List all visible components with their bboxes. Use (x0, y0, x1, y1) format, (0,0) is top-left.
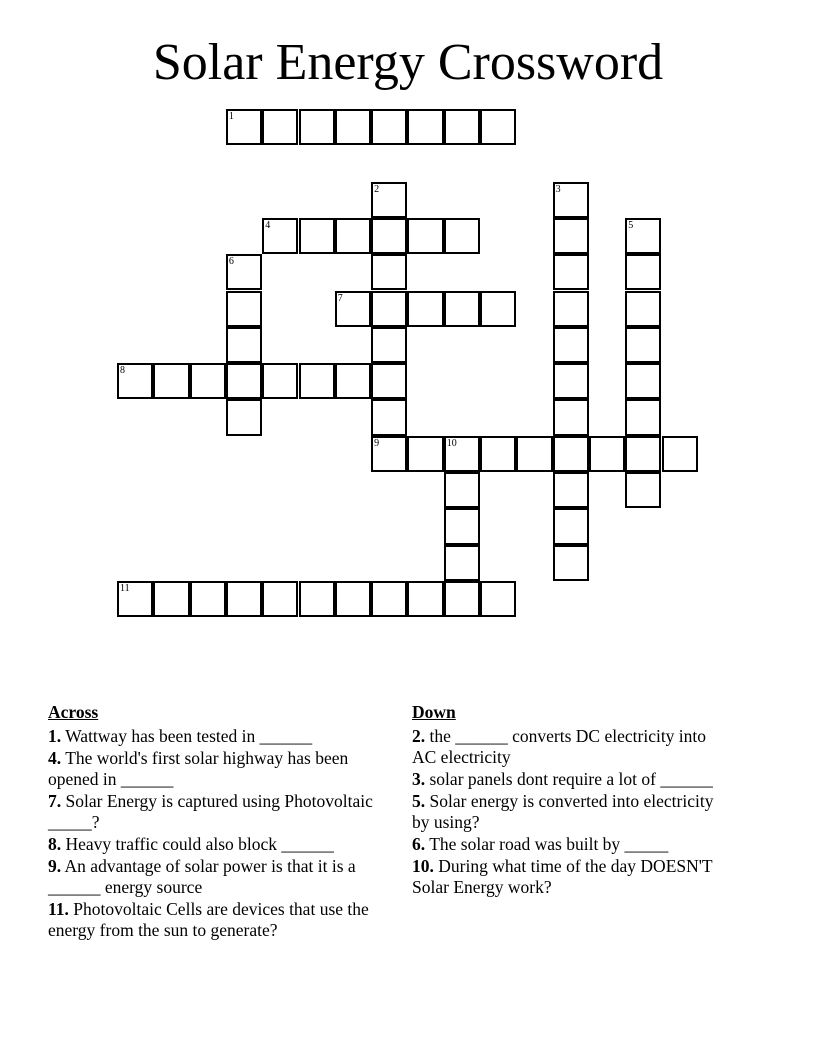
crossword-cell[interactable] (299, 109, 335, 145)
clue-number: 4. (48, 748, 62, 768)
clue-text: Heavy traffic could also block ______ (65, 834, 334, 854)
crossword-cell[interactable] (226, 581, 262, 617)
crossword-cell[interactable] (662, 436, 698, 472)
crossword-cell[interactable] (444, 436, 480, 472)
clue-across-7 (48, 791, 388, 833)
crossword-cell[interactable] (625, 472, 661, 508)
crossword-cell[interactable] (625, 254, 661, 290)
crossword-cell[interactable] (553, 327, 589, 363)
crossword-cell[interactable] (335, 581, 371, 617)
crossword-cell[interactable] (625, 327, 661, 363)
crossword-cell[interactable] (553, 218, 589, 254)
clue-across-11 (48, 899, 388, 941)
crossword-cell[interactable] (480, 291, 516, 327)
crossword-cell[interactable] (226, 291, 262, 327)
crossword-cell[interactable] (117, 363, 153, 399)
crossword-cell[interactable] (190, 581, 226, 617)
crossword-cell[interactable] (480, 109, 516, 145)
cell-number: 9 (374, 437, 380, 449)
cell-number: 8 (120, 365, 125, 377)
clue-text: An advantage of solar power is that it is a ______ energy source (48, 856, 356, 897)
clue-down-3 (412, 769, 732, 790)
cell-number: 1 (228, 111, 234, 122)
clue-down-10 (412, 856, 732, 898)
crossword-cell[interactable] (407, 109, 443, 145)
crossword-cell[interactable] (226, 109, 262, 145)
cell-number: 10 (446, 437, 457, 449)
crossword-cell[interactable] (407, 291, 443, 327)
clue-down-5 (412, 791, 732, 833)
crossword-cell[interactable] (335, 291, 371, 327)
crossword-cell[interactable] (371, 399, 407, 435)
crossword-cell[interactable] (335, 109, 371, 145)
crossword-cell[interactable] (553, 291, 589, 327)
crossword-cell[interactable] (153, 581, 189, 617)
clue-text: Solar energy is converted into electricity by using? (412, 791, 714, 832)
crossword-cell[interactable] (553, 472, 589, 508)
crossword-cell[interactable] (371, 218, 407, 254)
crossword-cell[interactable] (553, 436, 589, 472)
crossword-cell[interactable] (335, 218, 371, 254)
down-clues (412, 702, 732, 899)
crossword-cell[interactable] (553, 363, 589, 399)
crossword-cell[interactable] (117, 581, 153, 617)
crossword-cell[interactable] (444, 291, 480, 327)
clue-down-2 (412, 726, 732, 768)
crossword-cell[interactable] (625, 363, 661, 399)
crossword-cell[interactable] (299, 218, 335, 254)
cell-number: 7 (337, 292, 343, 304)
cell-number: 11 (120, 582, 130, 594)
clue-text: Wattway has been tested in ______ (65, 726, 313, 746)
clue-across-4 (48, 748, 388, 790)
cell-number: 6 (228, 256, 234, 268)
clue-text: solar panels dont require a lot of ______ (429, 769, 713, 789)
clue-number: 1. (48, 726, 62, 746)
crossword-cell[interactable] (371, 581, 407, 617)
crossword-cell[interactable] (262, 581, 298, 617)
crossword-cell[interactable] (226, 399, 262, 435)
crossword-cell[interactable] (553, 545, 589, 581)
crossword-cell[interactable] (553, 399, 589, 435)
crossword-cell[interactable] (262, 363, 298, 399)
clue-across-1 (48, 726, 388, 747)
crossword-cell[interactable] (444, 109, 480, 145)
crossword-cell[interactable] (226, 327, 262, 363)
clue-number: 9. (48, 856, 62, 876)
crossword-cell[interactable] (371, 291, 407, 327)
crossword-cell[interactable] (371, 327, 407, 363)
cell-number: 5 (628, 219, 634, 231)
crossword-cell[interactable] (444, 508, 480, 544)
cell-number: 2 (374, 183, 380, 195)
clue-across-9 (48, 856, 388, 898)
clue-number: 2. (412, 726, 426, 746)
crossword-cell[interactable] (444, 218, 480, 254)
cell-number: 4 (265, 219, 271, 231)
clue-number: 10. (412, 856, 434, 876)
crossword-cell[interactable] (553, 182, 589, 218)
crossword-cell[interactable] (589, 436, 625, 472)
crossword-cell[interactable] (153, 363, 189, 399)
crossword-cell[interactable] (625, 399, 661, 435)
crossword-cell[interactable] (226, 363, 262, 399)
crossword-cell[interactable] (371, 109, 407, 145)
clue-number: 6. (412, 834, 426, 854)
page-title: Solar Energy Crossword (152, 34, 664, 91)
clue-number: 5. (412, 791, 426, 811)
clue-text: the ______ converts DC electricity into AC electricity (412, 726, 707, 767)
crossword-cell[interactable] (335, 363, 371, 399)
clue-text: The solar road was built by _____ (429, 834, 669, 854)
crossword-cell[interactable] (407, 436, 443, 472)
crossword-cell[interactable] (625, 436, 661, 472)
crossword-cell[interactable] (299, 581, 335, 617)
crossword-cell[interactable] (190, 363, 226, 399)
crossword-cell[interactable] (480, 436, 516, 472)
crossword-cell[interactable] (262, 218, 298, 254)
clue-down-6 (412, 834, 732, 855)
across-heading: Across (48, 702, 99, 722)
down-heading: Down (412, 702, 456, 722)
crossword-cell[interactable] (553, 508, 589, 544)
crossword-cell[interactable] (444, 472, 480, 508)
crossword-cell[interactable] (371, 254, 407, 290)
clue-text: The world's first solar highway has been opened in ______ (48, 748, 349, 789)
crossword-cell[interactable] (226, 254, 262, 290)
crossword-cell[interactable] (407, 581, 443, 617)
crossword-cell[interactable] (371, 436, 407, 472)
clue-across-8 (48, 834, 388, 855)
crossword-cell[interactable] (625, 291, 661, 327)
clue-number: 7. (48, 791, 62, 811)
crossword-cell[interactable] (444, 581, 480, 617)
crossword-cell[interactable] (553, 254, 589, 290)
clue-text: During what time of the day DOESN'T Solar Energy work? (412, 856, 713, 897)
clue-text: Solar Energy is captured using Photovoltaic _____? (48, 791, 373, 832)
crossword-cell[interactable] (371, 182, 407, 218)
crossword-cell[interactable] (299, 363, 335, 399)
clue-number: 8. (48, 834, 62, 854)
crossword-cell[interactable] (516, 436, 552, 472)
clue-number: 11. (48, 899, 69, 919)
crossword-cell[interactable] (480, 581, 516, 617)
across-clues (48, 702, 388, 942)
cell-number: 3 (555, 183, 561, 195)
crossword-cell[interactable] (371, 363, 407, 399)
crossword-cell[interactable] (262, 109, 298, 145)
crossword-cell[interactable] (625, 218, 661, 254)
clue-number: 3. (412, 769, 426, 789)
crossword-cell[interactable] (444, 545, 480, 581)
crossword-cell[interactable] (407, 218, 443, 254)
clue-text: Photovoltaic Cells are devices that use the energy from the sun to generate? (48, 899, 369, 940)
